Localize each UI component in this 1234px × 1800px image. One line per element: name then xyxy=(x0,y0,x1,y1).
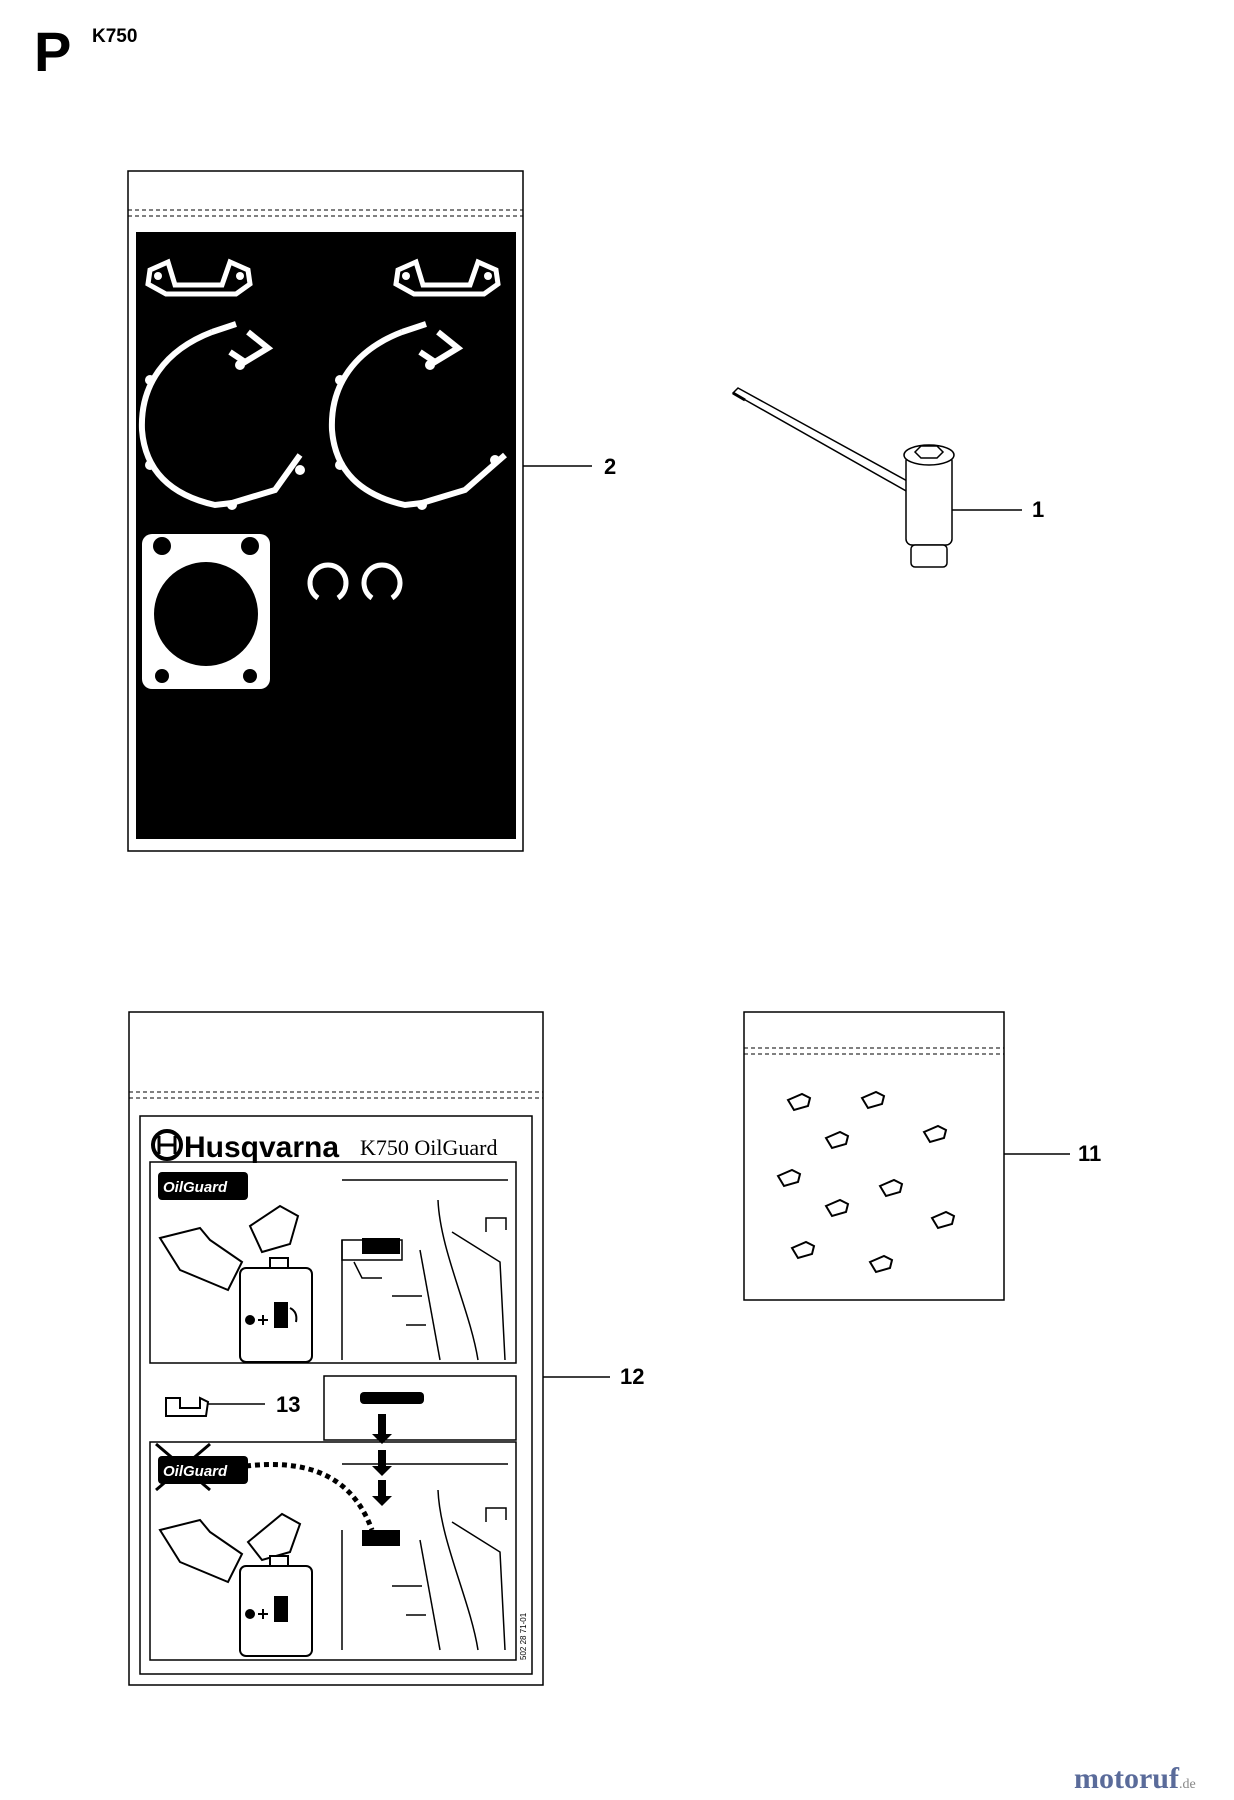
combination-spanner xyxy=(733,388,1022,567)
cylinder-gasket xyxy=(142,534,270,689)
gasket-kit-bag xyxy=(128,171,592,851)
watermark-main: motoruf xyxy=(1074,1762,1179,1795)
callout-13: 13 xyxy=(276,1392,301,1417)
oilguard-badge-label-crossed: OilGuard xyxy=(163,1463,228,1480)
callout-2: 2 xyxy=(604,454,617,479)
watermark-suffix: .de xyxy=(1178,1777,1196,1792)
callout-11: 11 xyxy=(1078,1141,1102,1166)
decal-title: K750 OilGuard xyxy=(360,1135,498,1160)
callout-1: 1 xyxy=(1032,497,1045,522)
section-letter: P xyxy=(34,20,72,83)
decal-brand: Husqvarna xyxy=(184,1131,340,1164)
clip-bag xyxy=(744,1012,1070,1300)
decal-bag xyxy=(129,1012,610,1685)
oilguard-badge-label: OilGuard xyxy=(163,1179,228,1196)
watermark xyxy=(1074,1762,1196,1796)
model-label: K750 xyxy=(92,26,138,47)
decal-part-code: 502 28 71-01 xyxy=(519,1612,528,1660)
callout-12: 12 xyxy=(620,1364,645,1389)
